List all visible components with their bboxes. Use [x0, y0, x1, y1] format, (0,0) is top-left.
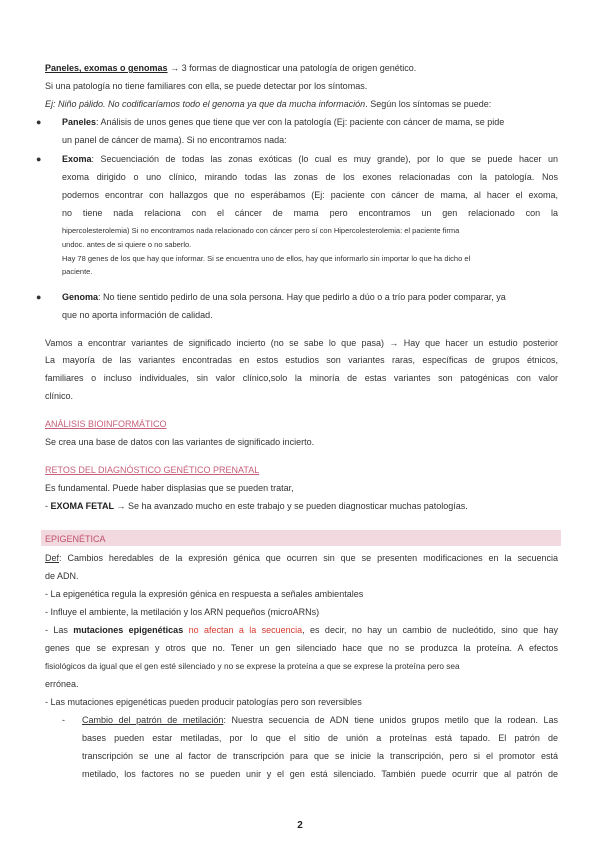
epi-item-3: - Las mutaciones epigenéticas no afectan a la secuencia, es decir, no hay un cambio de nucleótido, sino que hay	[45, 625, 558, 635]
exoma-line-2: exoma dirigido o uno clínico, mirando todas las zonas de los exones relacionadas con la patología. Nos	[62, 172, 558, 182]
genoma-line-2: que no aporta información de calidad.	[62, 310, 213, 320]
intro-line-2: Si una patología no tiene familiares con ella, se puede detectar por los síntomas.	[45, 81, 368, 91]
bioinformatico-text: Se crea una base de datos con las variantes de significado incierto.	[45, 437, 315, 447]
epi-item-3-line-4: errónea.	[45, 679, 79, 689]
variants-line-3: familiares o incluso individuales, sin valor clínico,solo la minoría de estas variantes son patogénicas con valor	[45, 373, 558, 383]
retos-line-2: - EXOMA FETAL → Se ha avanzado mucho en este trabajo y se pueden diagnosticar muchas patologías.	[45, 501, 468, 511]
exoma-line-8: paciente.	[62, 267, 93, 276]
bullet-dot: ●	[36, 154, 42, 164]
epi-item-1: - La epigenética regula la expresión génica en respuesta a señales ambientales	[45, 589, 364, 599]
def-line-2: de ADN.	[45, 571, 79, 581]
epi-item-4: - Las mutaciones epigenéticas pueden producir patologías pero son reversibles	[45, 697, 362, 707]
epi-item-3-line-3: fisiológicos da igual que el gen esté silenciado y no se exprese la proteína a que se exprese la proteína pero sea	[45, 661, 460, 671]
exoma-line-3: podemos encontrar con hallazgos que no esperábamos (Ej: paciente con cáncer de mama, al hacer el exoma,	[62, 190, 558, 200]
epi-item-2: - Influye el ambiente, la metilación y los ARN pequeños (microARNs)	[45, 607, 320, 617]
intro-example: Ej: Niño pálido. No codificaríamos todo el genoma ya que da mucha información. Según los síntomas se puede:	[45, 99, 492, 109]
sub-line-2: bases pueden estar metiladas, por lo que el sitio de unión a proteínas está tapado. El patrón de	[82, 733, 558, 743]
intro-title: Paneles, exomas o genomas	[45, 63, 168, 73]
exoma-line-5: hipercolesterolemia) Si no encontramos nada relacionado con cáncer pero sí con Hipercolesterolemia: el paciente firma	[62, 226, 460, 235]
retos-heading: RETOS DEL DIAGNÓSTICO GENÉTICO PRENATAL	[45, 465, 260, 475]
bullet-dot: ●	[36, 292, 42, 302]
exoma-line-4: no tiene nada relaciona con el cáncer de mama pero encontramos un gen relacionado con la	[62, 208, 558, 218]
epi-item-3-line-2: genes que se expresan y otros que no. Tener un gen silenciado hace que no se produzca la proteína. A efectos	[45, 643, 558, 653]
exoma-line-6: undoc. antes de si quiere o no saberlo.	[62, 240, 192, 249]
bioinformatico-heading: ANÁLISIS BIOINFORMÁTICO	[45, 419, 167, 429]
paneles-line-1: Paneles: Análisis de unos genes que tiene que ver con la patología (Ej: paciente con cáncer de mama, se pide	[62, 117, 505, 127]
exoma-line-1: Exoma: Secuenciación de todas las zonas exóticas (lo cual es muy grande), por lo que se puede hacer un	[62, 154, 558, 164]
bullet-dot: ●	[36, 117, 42, 127]
exoma-line-7: Hay 78 genes de los que hay que informar. Si se encuentra uno de ellos, hay que informarlo sin importar lo que ha dicho el	[62, 254, 471, 263]
sub-line-1: Cambio del patrón de metilación: Nuestra secuencia de ADN tiene unidos grupos metilo que la rodean. Las	[82, 715, 558, 725]
sub-line-3: transcripción se une al factor de transcripción para que se inicie la transcripción, pero si el promotor está	[82, 751, 558, 761]
def-line-1: Def: Cambios heredables de la expresión génica que ocurren sin que se presenten modificaciones en la secuencia	[45, 553, 558, 563]
intro-title-line: Paneles, exomas o genomas → 3 formas de diagnosticar una patología de origen genético.	[45, 63, 417, 73]
variants-line-4: clínico.	[45, 391, 74, 401]
genoma-line-1: Genoma: No tiene sentido pedirlo de una sola persona. Hay que pedirlo a dúo o a trío para poder comparar, ya	[62, 292, 506, 302]
sub-dash: -	[62, 715, 65, 725]
page-number: 2	[297, 820, 303, 831]
variants-line-2: La mayoría de las variantes encontradas en estos estudios son variantes raras, específicas de grupos étnicos,	[45, 355, 558, 365]
variants-line-1: Vamos a encontrar variantes de significado incierto (no se sabe lo que pasa) → Hay que hacer un estudio posterior	[45, 338, 558, 348]
paneles-line-2: un panel de cáncer de mama). Si no encontramos nada:	[62, 135, 287, 145]
epigenetica-heading: EPIGENÉTICA	[45, 534, 106, 544]
sub-line-4: metilado, los factores no se pueden unir y el gen está silenciado. También puede ocurrir que al patrón de	[82, 769, 558, 779]
retos-line-1: Es fundamental. Puede haber displasias que se pueden tratar,	[45, 483, 294, 493]
